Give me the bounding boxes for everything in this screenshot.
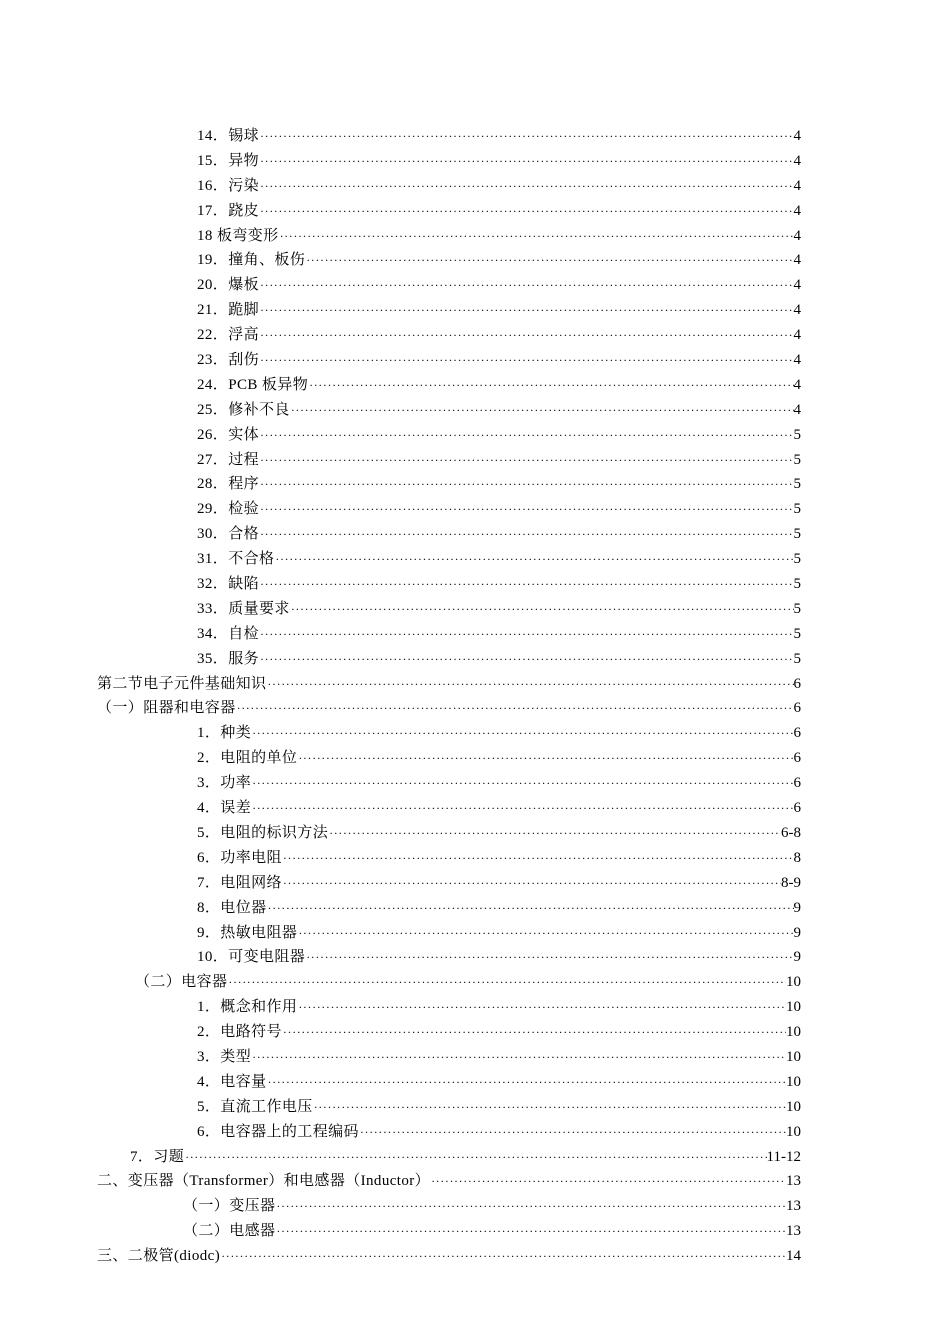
toc-entry-page-number: 9 — [793, 949, 801, 966]
toc-entry-page-number: 5 — [793, 625, 801, 642]
toc-dot-leader — [313, 1095, 786, 1120]
toc-dot-leader — [259, 497, 793, 522]
toc-dot-leader — [282, 1020, 786, 1045]
toc-dot-leader — [259, 323, 793, 348]
toc-entry[interactable] — [197, 398, 801, 423]
toc-entry[interactable] — [197, 448, 801, 473]
toc-entry[interactable] — [197, 796, 801, 821]
toc-entry-title: 24．PCB 板异物 — [197, 376, 309, 393]
toc-entry-page-number: 4 — [793, 177, 801, 194]
toc-dot-leader — [184, 1145, 766, 1170]
toc-entry-page-number: 10 — [786, 1123, 801, 1140]
toc-dot-leader — [259, 149, 793, 174]
toc-entry[interactable] — [197, 248, 801, 273]
toc-entry-title: 5．直流工作电压 — [197, 1098, 313, 1115]
toc-entry[interactable] — [197, 921, 801, 946]
toc-entry[interactable] — [197, 771, 801, 796]
toc-entry-page-number: 5 — [793, 576, 801, 593]
toc-entry-title: 25．修补不良 — [197, 401, 290, 418]
toc-entry[interactable] — [197, 199, 801, 224]
toc-dot-leader — [259, 448, 793, 473]
toc-dot-leader — [259, 348, 793, 373]
toc-entry[interactable] — [197, 871, 801, 896]
toc-entry[interactable] — [197, 821, 801, 846]
toc-entry-page-number: 4 — [793, 327, 801, 344]
toc-dot-leader — [297, 995, 786, 1020]
toc-entry-page-number: 4 — [793, 227, 801, 244]
toc-entry[interactable] — [197, 846, 801, 871]
toc-dot-leader — [227, 970, 786, 995]
toc-entry-title: 8．电位器 — [197, 899, 267, 916]
toc-entry-page-number: 5 — [793, 476, 801, 493]
toc-entry-title: 18 板弯变形 — [197, 227, 279, 244]
toc-entry[interactable] — [197, 1045, 801, 1070]
toc-entry-page-number: 4 — [793, 152, 801, 169]
toc-entry-page-number: 4 — [793, 202, 801, 219]
toc-entry[interactable] — [197, 721, 801, 746]
toc-dot-leader — [251, 771, 793, 796]
toc-dot-leader — [297, 921, 793, 946]
toc-entry-page-number: 10 — [786, 999, 801, 1016]
toc-entry-title: 20．爆板 — [197, 277, 260, 294]
toc-entry-page-number: 4 — [793, 252, 801, 269]
toc-entry[interactable] — [197, 647, 801, 672]
toc-entry-page-number: 4 — [793, 352, 801, 369]
toc-entry-title: 19．撞角、板伤 — [197, 252, 306, 269]
toc-entry-title: 二、变压器（Transformer）和电感器（Inductor） — [97, 1173, 431, 1190]
toc-entry-title: 16．污染 — [197, 177, 260, 194]
toc-entry[interactable] — [130, 1145, 801, 1170]
toc-entry-title: 34．自检 — [197, 625, 260, 642]
toc-entry-page-number: 6 — [793, 725, 801, 742]
toc-dot-leader — [275, 1219, 786, 1244]
toc-dot-leader — [259, 273, 793, 298]
toc-entry[interactable] — [97, 1169, 801, 1194]
toc-entry[interactable] — [197, 1070, 801, 1095]
toc-entry-title: 1．种类 — [197, 725, 252, 742]
toc-entry[interactable] — [197, 348, 801, 373]
toc-entry-title: 3．类型 — [197, 1048, 252, 1065]
toc-dot-leader — [236, 696, 794, 721]
toc-dot-leader — [305, 248, 793, 273]
toc-entry-page-number: 9 — [793, 924, 801, 941]
toc-entry-title: 33．质量要求 — [197, 600, 290, 617]
toc-entry[interactable] — [197, 1095, 801, 1120]
toc-entry[interactable] — [197, 995, 801, 1020]
toc-dot-leader — [251, 796, 793, 821]
toc-entry[interactable] — [197, 572, 801, 597]
toc-dot-leader — [259, 298, 793, 323]
toc-dot-leader — [275, 1194, 786, 1219]
toc-entry-title: 32．缺陷 — [197, 576, 260, 593]
toc-entry-title: 21．跪脚 — [197, 302, 260, 319]
toc-entry-title: （一）阻器和电容器 — [97, 700, 236, 717]
toc-entry-page-number: 4 — [793, 401, 801, 418]
toc-dot-leader — [259, 199, 793, 224]
toc-entry-page-number: 6 — [793, 775, 801, 792]
toc-dot-leader — [259, 472, 793, 497]
toc-entry[interactable] — [183, 1219, 801, 1244]
toc-entry-page-number: 4 — [793, 302, 801, 319]
toc-entry[interactable] — [197, 746, 801, 771]
toc-entry[interactable] — [197, 373, 801, 398]
toc-entry-title: 17．跷皮 — [197, 202, 260, 219]
toc-entry[interactable] — [197, 547, 801, 572]
toc-entry-title: 7．习题 — [130, 1148, 185, 1165]
toc-dot-leader — [430, 1169, 786, 1194]
toc-dot-leader — [274, 547, 793, 572]
toc-entry-title: 23．刮伤 — [197, 352, 260, 369]
toc-entry-title: 5．电阻的标识方法 — [197, 824, 329, 841]
toc-dot-leader — [328, 821, 781, 846]
toc-entry-title: （一）变压器 — [183, 1198, 276, 1215]
toc-entry[interactable] — [197, 472, 801, 497]
toc-entry-page-number: 11-12 — [766, 1148, 801, 1165]
toc-entry-page-number: 13 — [786, 1223, 801, 1240]
toc-entry-page-number: 10 — [786, 1073, 801, 1090]
toc-entry[interactable] — [197, 298, 801, 323]
toc-entry[interactable] — [197, 224, 801, 249]
toc-entry-title: 15．异物 — [197, 152, 260, 169]
toc-entry-title: 10．可变电阻器 — [197, 949, 306, 966]
toc-dot-leader — [259, 622, 793, 647]
toc-entry[interactable] — [197, 597, 801, 622]
toc-entry-title: 26．实体 — [197, 426, 260, 443]
toc-entry-title: 22．浮高 — [197, 327, 260, 344]
toc-entry-title: 27．过程 — [197, 451, 260, 468]
toc-entry[interactable] — [135, 970, 801, 995]
toc-entry-page-number: 4 — [793, 376, 801, 393]
toc-entry-title: 三、二极管(diodc) — [97, 1248, 221, 1265]
toc-entry-page-number: 4 — [793, 277, 801, 294]
toc-entry-page-number: 6 — [793, 675, 801, 692]
toc-dot-leader — [290, 398, 794, 423]
toc-dot-leader — [220, 1244, 786, 1269]
toc-entry-title: （二）电容器 — [135, 974, 228, 991]
toc-entry-title: 9．热敏电阻器 — [197, 924, 298, 941]
toc-dot-leader — [282, 871, 781, 896]
toc-entry-title: 6．电容器上的工程编码 — [197, 1123, 359, 1140]
toc-entry-title: 4．误差 — [197, 800, 252, 817]
toc-entry-title: 2．电路符号 — [197, 1024, 282, 1041]
toc-dot-leader — [290, 597, 794, 622]
toc-entry-title: 7．电阻网络 — [197, 874, 282, 891]
toc-entry[interactable] — [197, 522, 801, 547]
toc-dot-leader — [259, 572, 793, 597]
toc-entry[interactable] — [197, 1120, 801, 1145]
toc-entry-title: 4．电容量 — [197, 1073, 267, 1090]
toc-entry-title: 31．不合格 — [197, 551, 275, 568]
toc-entry[interactable] — [197, 622, 801, 647]
toc-entry-page-number: 14 — [786, 1248, 801, 1265]
toc-dot-leader — [267, 1070, 786, 1095]
toc-entry-title: 6．功率电阻 — [197, 849, 282, 866]
toc-entry[interactable] — [197, 273, 801, 298]
toc-entry-page-number: 10 — [786, 974, 801, 991]
toc-entry-page-number: 10 — [786, 1048, 801, 1065]
toc-entry-page-number: 13 — [786, 1173, 801, 1190]
toc-entry[interactable] — [197, 323, 801, 348]
toc-entry-title: 35．服务 — [197, 650, 260, 667]
toc-dot-leader — [259, 423, 793, 448]
toc-entry-title: 29．检验 — [197, 501, 260, 518]
toc-entry-title: 14．锡球 — [197, 128, 260, 144]
toc-entry-page-number: 6 — [793, 750, 801, 767]
toc-entry-page-number: 9 — [793, 899, 801, 916]
toc-dot-leader — [359, 1120, 786, 1145]
toc-dot-leader — [282, 846, 794, 871]
toc-entry-title: 第二节电子元件基础知识 — [97, 675, 267, 692]
toc-dot-leader — [259, 174, 793, 199]
toc-entry-page-number: 5 — [793, 551, 801, 568]
toc-entry[interactable] — [197, 945, 801, 970]
toc-entry[interactable] — [197, 124, 801, 149]
toc-entry-title: 3．功率 — [197, 775, 252, 792]
toc-entry[interactable] — [197, 423, 801, 448]
toc-entry-title: 1．概念和作用 — [197, 999, 298, 1016]
toc-entry-page-number: 8 — [793, 849, 801, 866]
toc-dot-leader — [251, 721, 793, 746]
toc-dot-leader — [259, 124, 793, 149]
toc-dot-leader — [279, 224, 794, 249]
toc-entry-page-number: 5 — [793, 426, 801, 443]
table-of-contents — [0, 124, 950, 1269]
toc-dot-leader — [259, 522, 793, 547]
toc-dot-leader — [308, 373, 793, 398]
toc-entry[interactable] — [97, 1244, 801, 1269]
toc-entry[interactable] — [97, 672, 801, 697]
toc-entry[interactable] — [197, 174, 801, 199]
toc-entry-page-number: 13 — [786, 1198, 801, 1215]
toc-entry-page-number: 6-8 — [781, 824, 801, 841]
toc-entry-page-number: 5 — [793, 501, 801, 518]
toc-entry-page-number: 8-9 — [781, 874, 801, 891]
toc-dot-leader — [267, 896, 794, 921]
toc-entry-page-number: 4 — [793, 128, 801, 144]
toc-dot-leader — [259, 647, 793, 672]
toc-dot-leader — [297, 746, 793, 771]
toc-entry-page-number: 10 — [786, 1024, 801, 1041]
toc-entry-page-number: 5 — [793, 451, 801, 468]
toc-entry-page-number: 5 — [793, 650, 801, 667]
toc-entry-title: 28．程序 — [197, 476, 260, 493]
toc-entry[interactable] — [197, 896, 801, 921]
toc-entry-title: 2．电阻的单位 — [197, 750, 298, 767]
toc-entry[interactable] — [183, 1194, 801, 1219]
toc-entry-page-number: 6 — [793, 700, 801, 717]
toc-entry-page-number: 10 — [786, 1098, 801, 1115]
toc-entry-page-number: 6 — [793, 800, 801, 817]
toc-entry[interactable] — [97, 696, 801, 721]
toc-entry[interactable] — [197, 497, 801, 522]
toc-entry[interactable] — [197, 149, 801, 174]
toc-entry-page-number: 5 — [793, 526, 801, 543]
toc-entry[interactable] — [197, 1020, 801, 1045]
toc-dot-leader — [251, 1045, 786, 1070]
toc-entry-title: （二）电感器 — [183, 1223, 276, 1240]
toc-dot-leader — [266, 672, 793, 697]
toc-entry-page-number: 5 — [793, 600, 801, 617]
toc-dot-leader — [305, 945, 793, 970]
toc-entry-title: 30．合格 — [197, 526, 260, 543]
